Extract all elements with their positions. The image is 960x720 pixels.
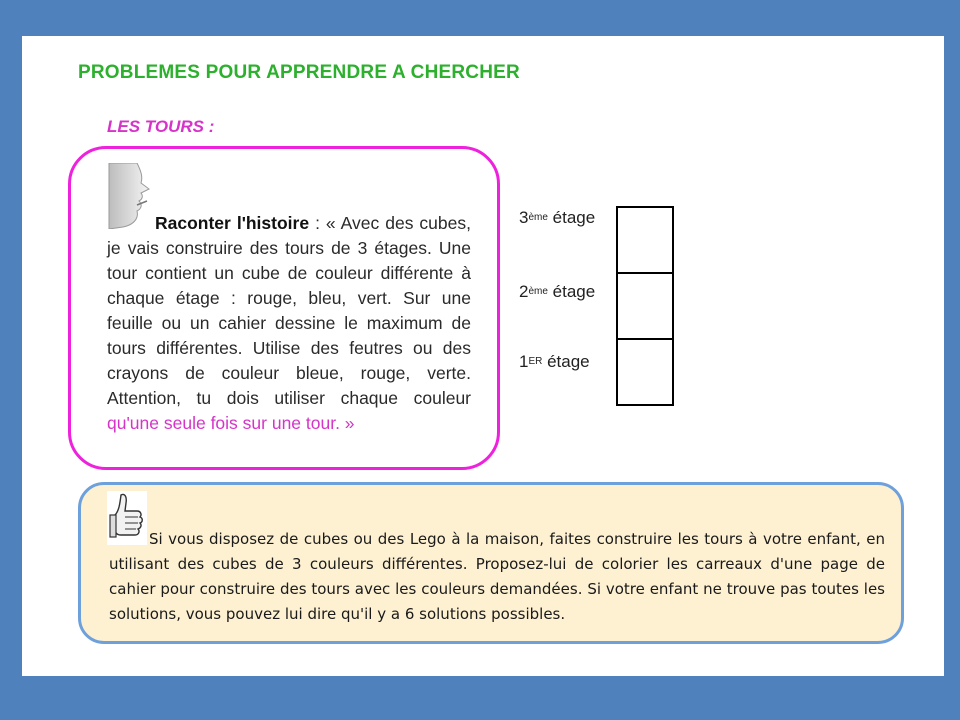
story-text (107, 211, 471, 436)
story-ending: qu'une seule fois sur une tour. » (107, 413, 355, 433)
tower-cube-bottom (618, 340, 672, 404)
slide-page (22, 36, 944, 676)
story-box (68, 146, 500, 470)
story-lead: Raconter l'histoire (155, 213, 310, 233)
section-subtitle: LES TOURS : (107, 117, 215, 136)
floor-label-1: 1ER étage (519, 352, 590, 371)
parent-note-box (78, 482, 904, 644)
tower-cube-middle (618, 274, 672, 340)
tower-diagram (616, 206, 674, 406)
floor-label-3: 3ème étage (519, 208, 596, 227)
page-title: PROBLEMES POUR APPRENDRE A CHERCHER (78, 62, 520, 83)
story-body: : « Avec des cubes, je vais construire des tours de 3 étages. Une tour contient un cube de couleur différente à chaque étage : rouge, bleu, vert. Sur une feuille ou un cahier dessine le maximum de tours différentes. Utilise des feutres ou des crayons de couleur bleue, rouge, verte. Attention, tu dois utiliser chaque couleur (107, 213, 471, 408)
floor-label-2: 2ème étage (519, 282, 596, 301)
tower-cube-top (618, 208, 672, 274)
parent-note-text: Si vous disposez de cubes ou des Lego à la maison, faites construire les tours à votre enfant, en utilisant des cubes de 3 couleurs différentes. Proposez-lui de colorier les carreaux d'une page de cahier pour construire des tours avec les couleurs demandées. Si votre enfant ne trouve pas toutes les solutions, vous pouvez lui dire qu'il y a 6 solutions possibles. (109, 530, 885, 623)
